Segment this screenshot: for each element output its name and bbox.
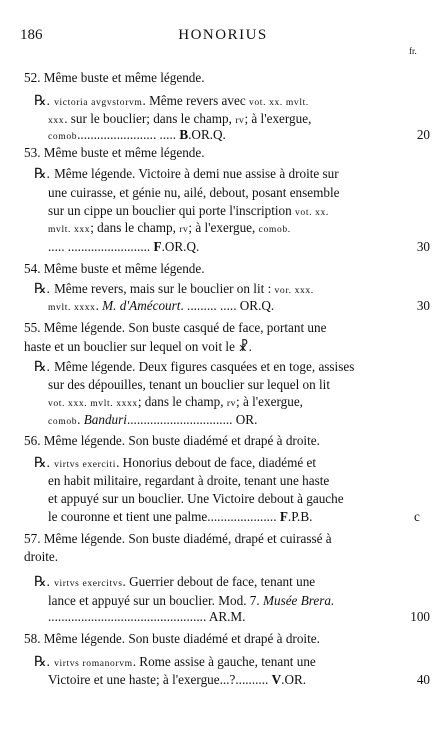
reverse-line <box>48 473 329 489</box>
reverse-line <box>48 220 291 238</box>
text-run: . Honorius debout de face, diadémé et <box>116 455 317 470</box>
reverse-line <box>48 298 274 316</box>
reverse-mark: ℞. <box>34 94 51 109</box>
italic-text: Banduri <box>83 412 127 427</box>
text-run: . ......... ..... OR.Q. <box>180 298 275 313</box>
text-run: ..... ......................... <box>48 239 154 254</box>
legend-inscription: vor. xxx. <box>274 285 314 296</box>
text-run: ................................................ AR.M. <box>48 609 246 624</box>
text-run: ; à l'exergue, <box>188 220 259 235</box>
entry-number: 56. <box>24 433 41 448</box>
entry-number: 53. <box>24 145 41 160</box>
italic-text: Musée Brera. <box>262 593 335 608</box>
obverse-description: Même buste et même légende. <box>43 145 205 160</box>
mint-mark: V <box>271 672 282 687</box>
legend-inscription: virtvs exerciti <box>54 459 117 470</box>
entry-heading <box>24 261 205 277</box>
text-run: . <box>77 412 84 427</box>
entry-heading <box>24 145 205 161</box>
entry-heading <box>24 70 205 86</box>
text-run: .OR.Q. <box>188 127 226 142</box>
legend-inscription: xxx <box>48 115 65 126</box>
obverse-description: Même buste et même légende. <box>43 261 205 276</box>
reverse-mark: ℞. <box>34 360 51 375</box>
legend-inscription: comob. <box>258 224 291 235</box>
italic-text: M. d'Amécourt <box>102 298 181 313</box>
page-number: 186 <box>20 27 43 43</box>
obverse-description: Même légende. Son buste casqué de face, portant une <box>43 320 327 335</box>
text-run: . Rome assise à gauche, tenant une <box>132 654 316 669</box>
text-run: lance et appuyé sur un bouclier. Mod. 7. <box>48 593 263 608</box>
value-price: 30 <box>416 239 430 254</box>
legend-inscription: mvlt. xxx <box>48 224 91 235</box>
reverse-mark: ℞. <box>34 575 51 590</box>
reverse-line <box>48 377 330 393</box>
text-run: ; à l'exergue, <box>244 111 312 126</box>
text-run: Même légende. Victoire à demi nue assise à droite sur <box>54 166 339 181</box>
text-run: . Même revers avec <box>142 93 250 108</box>
text-run: .P.B. <box>287 509 313 524</box>
text-run: ................................ OR. <box>126 412 258 427</box>
mint-mark: B <box>179 127 189 142</box>
reverse-line <box>48 609 245 625</box>
reverse-line <box>48 672 306 688</box>
value-price: 30 <box>416 298 430 313</box>
value-price: 100 <box>410 609 430 624</box>
reverse-line <box>34 93 309 111</box>
legend-inscription: vot. xxx. mvlt. xxxx <box>48 398 138 409</box>
entry-heading <box>24 320 326 336</box>
text-run: . <box>95 298 103 313</box>
value-price: 20 <box>416 127 430 142</box>
reverse-line <box>34 166 339 183</box>
legend-inscription: comob <box>48 416 78 427</box>
text-run: une cuirasse, et génie nu, ailé, debout, posant ensemble <box>48 185 340 200</box>
text-run: en habit militaire, regardant à droite, tenant une haste <box>48 473 330 488</box>
value-price: c <box>414 509 420 524</box>
reverse-line <box>48 127 226 145</box>
entry-number: 52. <box>24 70 41 85</box>
legend-inscription: victoria avgvstorvm <box>54 97 143 108</box>
text-run: .OR.Q. <box>161 239 200 254</box>
reverse-line <box>34 654 316 672</box>
legend-inscription: virtvs romanorvm <box>54 658 133 669</box>
text-run: .OR. <box>281 672 307 687</box>
unit-label: fr. <box>409 46 417 56</box>
legend-inscription: rv <box>179 224 189 235</box>
reverse-line <box>48 394 303 412</box>
reverse-line <box>48 239 199 255</box>
reverse-line <box>48 509 312 525</box>
text-run: et appuyé sur un bouclier. Une Victoire debout à gauche <box>48 491 344 506</box>
legend-inscription: virtvs exercitvs <box>54 578 123 589</box>
text-run: ........................ ..... <box>77 127 180 142</box>
legend-inscription: comob <box>48 131 78 142</box>
obverse-description: droite. <box>24 549 59 564</box>
reverse-line <box>34 281 314 299</box>
legend-inscription: mvlt. xxxx <box>48 302 96 313</box>
reverse-line <box>48 185 340 201</box>
reverse-line <box>48 491 344 507</box>
entry-heading <box>24 531 332 547</box>
text-run: ; à l'exergue, <box>236 394 303 409</box>
reverse-line <box>34 574 315 592</box>
value-price: 40 <box>416 672 430 687</box>
reverse-mark: ℞. <box>34 456 51 471</box>
obverse-description: Même légende. Son buste diadémé, drapé et cuirassé à <box>43 531 332 546</box>
entry-number: 57. <box>24 531 41 546</box>
text-run: ; dans le champ, <box>90 220 180 235</box>
entry-heading <box>24 549 58 565</box>
entry-heading <box>24 339 252 355</box>
mint-mark: F <box>279 509 288 524</box>
obverse-description: Même légende. Son buste diadémé et drapé à droite. <box>43 433 320 448</box>
text-run: sur des dépouilles, tenant un bouclier sur lequel on lit <box>48 377 331 392</box>
legend-inscription: vot. xx. <box>295 207 329 218</box>
reverse-mark: ℞. <box>34 282 51 297</box>
reverse-line <box>48 412 257 430</box>
text-run: Même légende. Deux figures casquées et en toge, assises <box>54 359 355 374</box>
obverse-description: Même légende. Son buste diadémé et drapé à droite. <box>43 631 320 646</box>
reverse-mark: ℞. <box>34 167 51 182</box>
text-run: le couronne et tient une palme..................... <box>48 509 280 524</box>
obverse-description: haste et un bouclier sur lequel on voit le ☧. <box>24 339 252 354</box>
obverse-description: Même buste et même légende. <box>43 70 205 85</box>
legend-inscription: rv <box>235 115 245 126</box>
text-run: sur un cippe un bouclier qui porte l'inscription <box>48 203 296 218</box>
entry-heading <box>24 631 320 647</box>
page-title: HONORIUS <box>178 27 268 43</box>
text-run: . sur le bouclier; dans le champ, <box>64 111 236 126</box>
entry-heading <box>24 433 320 449</box>
legend-inscription: rv <box>226 398 237 409</box>
entry-number: 54. <box>24 261 41 276</box>
text-run: ; dans le champ, <box>137 394 227 409</box>
text-run: . Guerrier debout de face, tenant une <box>122 574 316 589</box>
text-run: Même revers, mais sur le bouclier on lit : <box>54 281 275 296</box>
legend-inscription: vot. xx. mvlt. <box>249 97 309 108</box>
reverse-line <box>34 359 354 376</box>
text-run: Victoire et une haste; à l'exergue...?.......... <box>48 672 272 687</box>
mint-mark: F <box>153 239 162 254</box>
reverse-line <box>48 203 329 221</box>
entry-number: 58. <box>24 631 41 646</box>
reverse-mark: ℞. <box>34 655 51 670</box>
reverse-line <box>48 593 334 609</box>
reverse-line <box>34 455 316 473</box>
entry-number: 55. <box>24 320 41 335</box>
